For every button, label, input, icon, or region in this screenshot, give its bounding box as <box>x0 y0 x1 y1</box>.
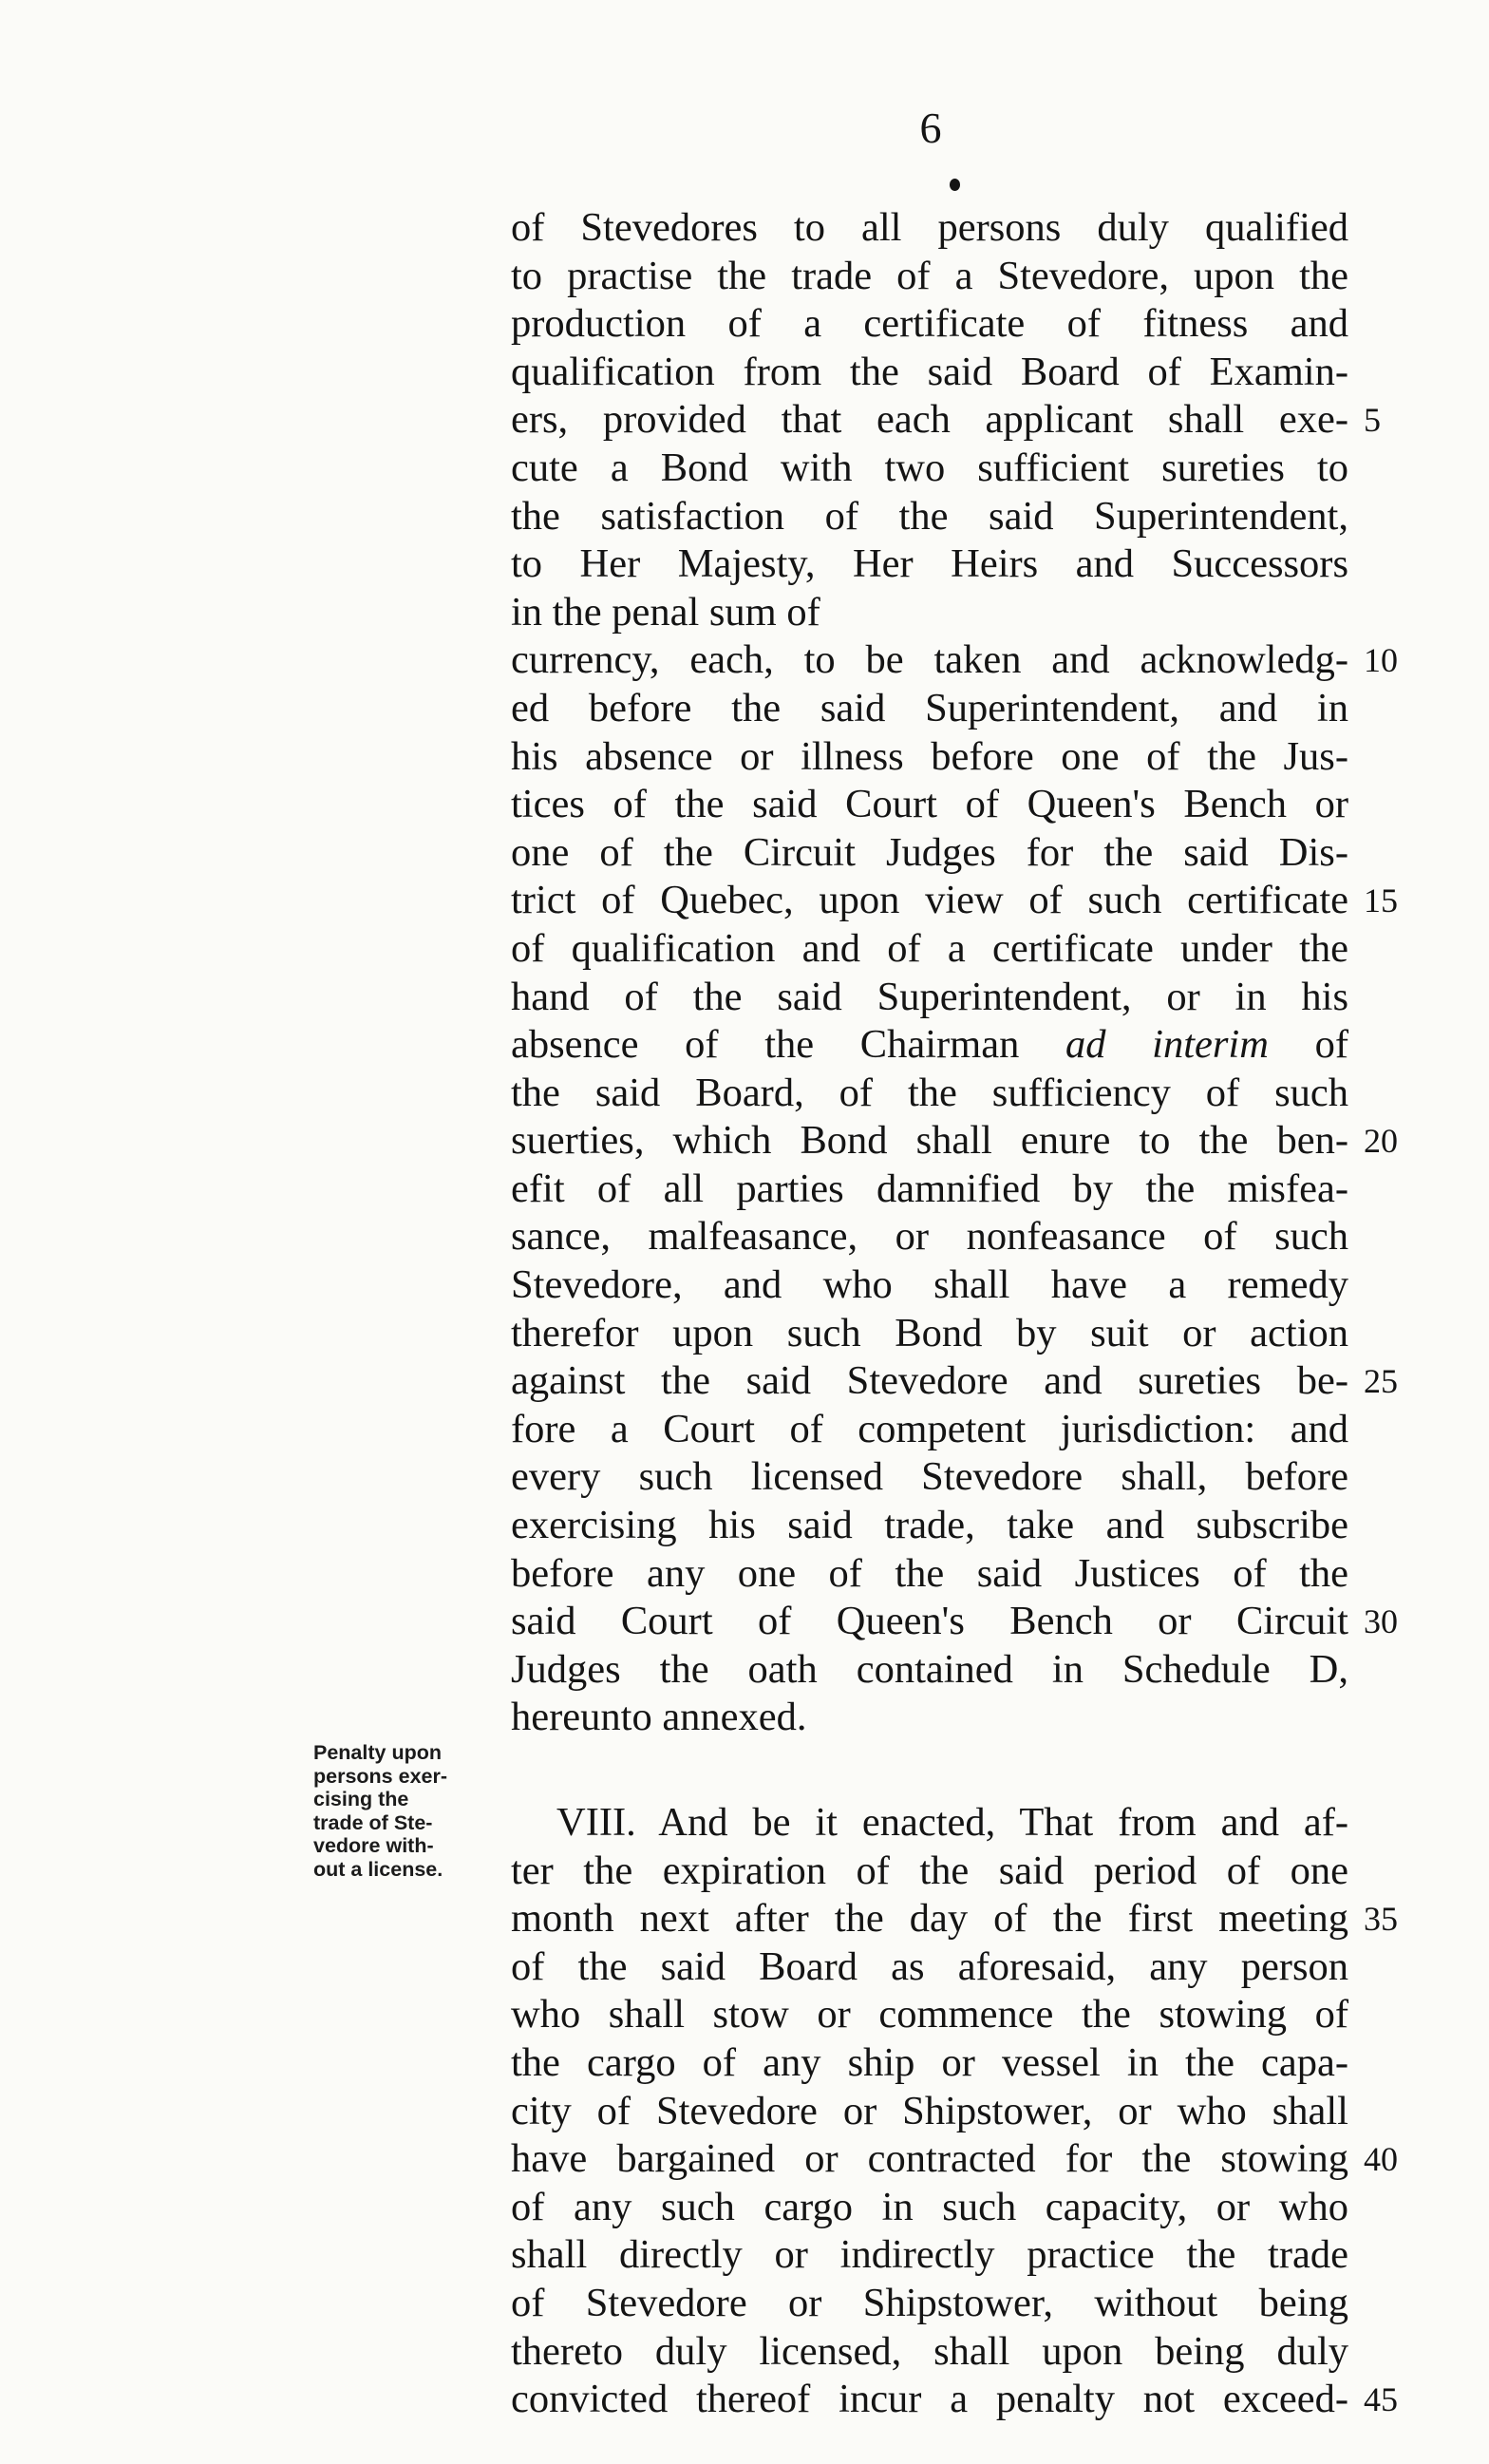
text-line-23: Stevedore, and who shall have a remedy <box>511 1262 1348 1308</box>
text-line-11: ed before the said Superintendent, and in <box>511 685 1348 730</box>
text-line-8: to Her Majesty, Her Heirs and Successors <box>511 541 1348 587</box>
text-line-31: Judges the oath contained in Schedule D, <box>511 1646 1348 1692</box>
text-line-3: production of a certificate of fitness and <box>511 301 1348 347</box>
line-number: 15 <box>1364 881 1398 919</box>
text-line-9: in the penal sum of <box>511 589 820 635</box>
text-line-14: one of the Circuit Judges for the said Dis- <box>511 829 1348 875</box>
body-text <box>511 204 1348 2424</box>
text-line-17: hand of the said Superintendent, or in his <box>511 974 1348 1019</box>
text-line-16: of qualification and of a certificate under the <box>511 925 1348 971</box>
text-line-10: currency, each, to be taken and acknowledg- <box>511 637 1348 683</box>
text-line-28: exercising his said trade, take and subscribe <box>511 1503 1348 1548</box>
text-line-41: of any such cargo in such capacity, or who <box>511 2184 1348 2229</box>
text-line-44: thereto duly licensed, shall upon being duly <box>511 2328 1348 2374</box>
text-line-39: city of Stevedore or Shipstower, or who shall <box>511 2088 1348 2133</box>
text-line-33: VIII. And be it enacted, That from and af- <box>556 1800 1348 1845</box>
line-number: 5 <box>1364 401 1381 439</box>
text-line-22: sance, malfeasance, or nonfeasance of such <box>511 1214 1348 1260</box>
text-line-2: to practise the trade of a Stevedore, upon the <box>511 253 1348 298</box>
text-line-15: trict of Quebec, upon view of such certificate <box>511 878 1348 923</box>
text-line-24: therefor upon such Bond by suit or action <box>511 1310 1348 1355</box>
text-line-34: ter the expiration of the said period of one <box>511 1848 1348 1893</box>
text-line-19: the said Board, of the sufficiency of such <box>511 1070 1348 1115</box>
text-line-42: shall directly or indirectly practice the trade <box>511 2232 1348 2278</box>
text-line-26: fore a Court of competent jurisdiction: and <box>511 1406 1348 1451</box>
text-line-7: the satisfaction of the said Superintendent, <box>511 493 1348 539</box>
text-line-18: absence of the Chairman ad interim of <box>511 1022 1348 1068</box>
text-line-27: every such licensed Stevedore shall, before <box>511 1454 1348 1500</box>
line-number: 35 <box>1364 1900 1398 1938</box>
text-line-37: who shall stow or commence the stowing of <box>511 1992 1348 2038</box>
line-number: 45 <box>1364 2380 1398 2418</box>
text-line-29: before any one of the said Justices of the <box>511 1550 1348 1596</box>
line-number: 25 <box>1364 1362 1398 1400</box>
text-line-6: cute a Bond with two sufficient sureties to <box>511 445 1348 490</box>
text-line-40: have bargained or contracted for the stowing <box>511 2136 1348 2182</box>
line-number: 40 <box>1364 2140 1398 2178</box>
text-line-21: efit of all parties damnified by the misfea- <box>511 1166 1348 1211</box>
text-line-45: convicted thereof incur a penalty not exceed- <box>511 2377 1348 2422</box>
text-line-35: month next after the day of the first meeting <box>511 1896 1348 1942</box>
text-line-43: of Stevedore or Shipstower, without being <box>511 2280 1348 2325</box>
line-number: 30 <box>1364 1602 1398 1640</box>
ornament-dot <box>950 179 960 191</box>
text-line-38: the cargo of any ship or vessel in the capa- <box>511 2039 1348 2085</box>
text-line-1: of Stevedores to all persons duly qualified <box>511 205 1348 250</box>
text-line-5: ers, provided that each applicant shall exe- <box>511 397 1348 443</box>
text-line-36: of the said Board as aforesaid, any person <box>511 1943 1348 1989</box>
text-line-13: tices of the said Court of Queen's Bench or <box>511 782 1348 827</box>
text-line-25: against the said Stevedore and sureties be- <box>511 1358 1348 1404</box>
line-number: 20 <box>1364 1122 1398 1160</box>
line-number: 10 <box>1364 641 1398 679</box>
page-number: 6 <box>919 104 942 152</box>
text-line-20: suerties, which Bond shall enure to the ben- <box>511 1118 1348 1164</box>
text-line-30: said Court of Queen's Bench or Circuit <box>511 1599 1348 1644</box>
text-line-12: his absence or illness before one of the Jus- <box>511 733 1348 779</box>
margin-note: Penalty upon persons exer- cising the trade of Ste- vedore with- out a license. <box>313 1741 448 1881</box>
text-line-4: qualification from the said Board of Examin- <box>511 349 1348 394</box>
text-line-32: hereunto annexed. <box>511 1695 807 1740</box>
